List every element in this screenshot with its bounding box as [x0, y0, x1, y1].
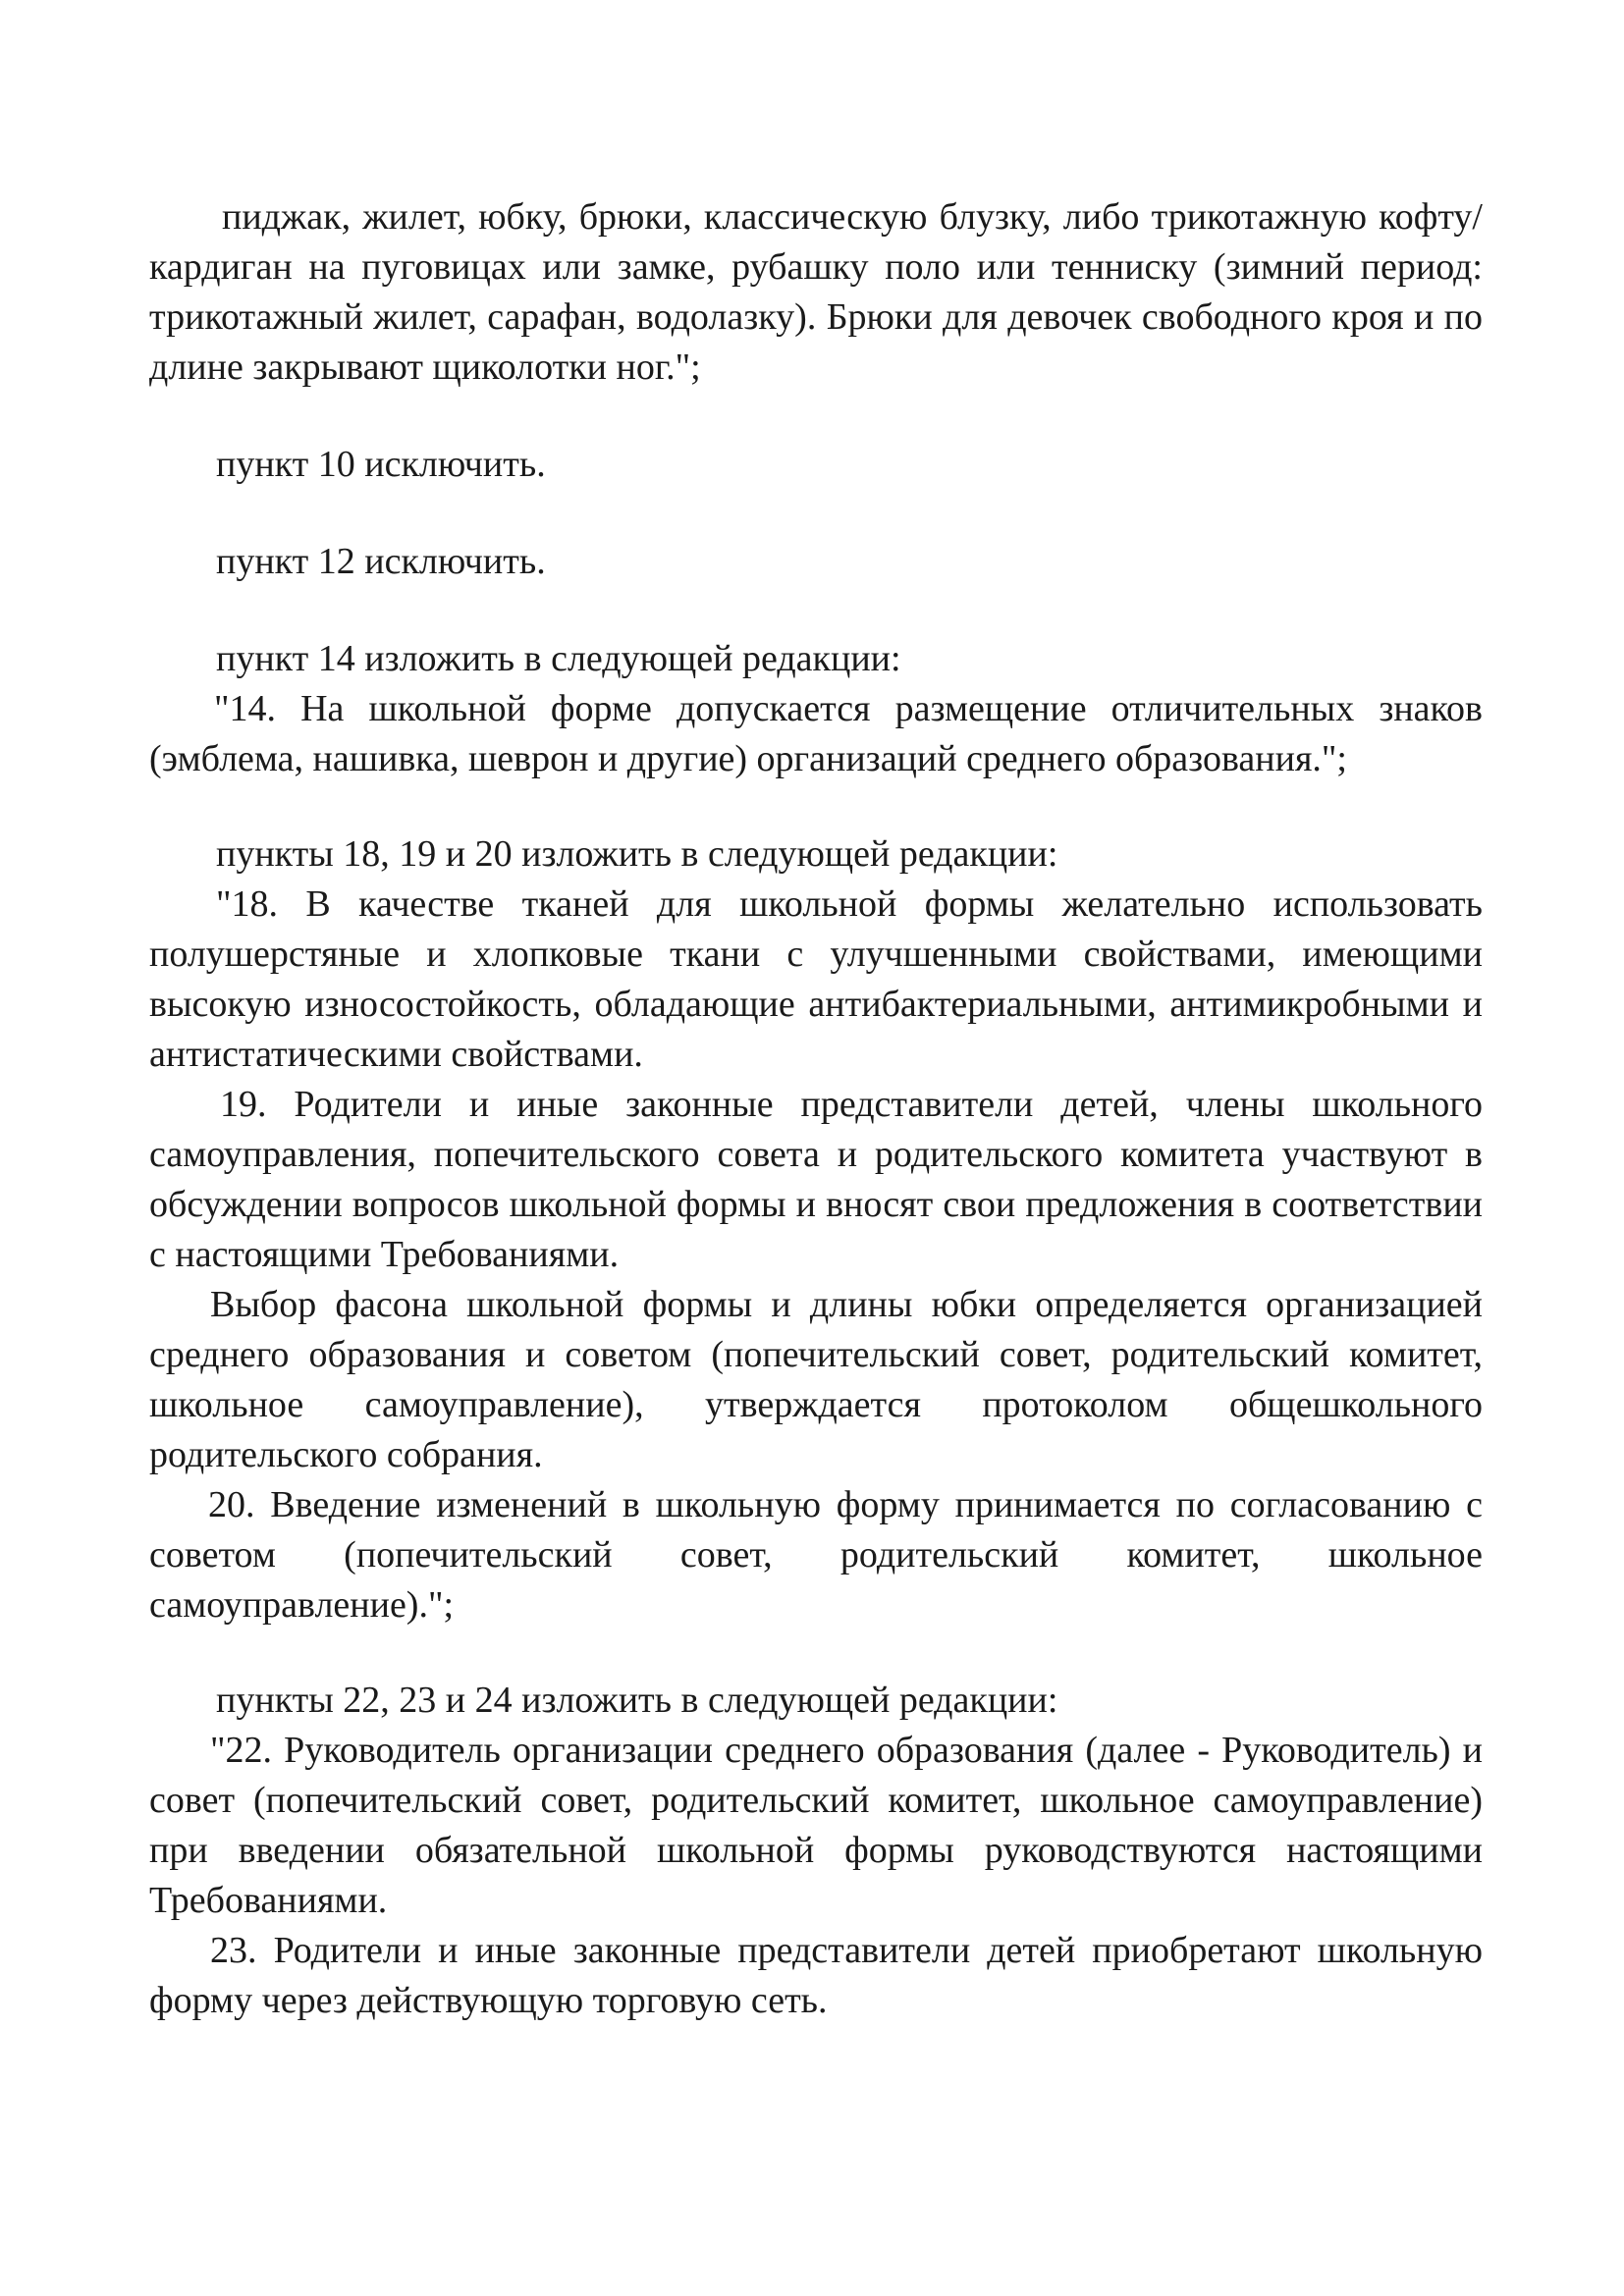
paragraph-items-18-20-intro: пункты 18, 19 и 20 изложить в следующей редакции:	[216, 833, 1058, 875]
paragraph-item-12-removal: пункт 12 исключить.	[216, 541, 546, 582]
paragraph-item-23-text: 23. Родители и иные законные представители детей приобретают школьную форму через действующую торговую сеть.	[149, 1930, 1483, 2021]
paragraph-item-14-text: "14. На школьной форме допускается размещение отличительных знаков (эмблема, нашивка, шеврон и другие) организаций среднего образования.";	[149, 688, 1483, 779]
paragraph-item-10-removal: пункт 10 исключить.	[216, 444, 546, 485]
paragraph-item-19-choice: Выбор фасона школьной формы и длины юбки определяется организацией среднего образования и советом (попечительский совет, родительский комитет, школьное самоуправление), утверждается протоколом общешкольного родительского собрания.	[149, 1284, 1483, 1475]
paragraph-item-22-text: "22. Руководитель организации среднего образования (далее - Руководитель) и совет (попечительский совет, родительский комитет, школьное самоуправление) при введении обязательной школьной формы руководствуются настоящими Требованиями.	[149, 1730, 1483, 1921]
paragraph-item-19-text: 19. Родители и иные законные представители детей, члены школьного самоуправления, попечительского совета и родительского комитета участвуют в обсуждении вопросов школьной формы и вносят свои предложения в соответствии с настоящими Требованиями.	[149, 1084, 1483, 1275]
paragraph-item-18-text: "18. В качестве тканей для школьной формы желательно использовать полушерстяные и хлопковые ткани с улучшенными свойствами, имеющими высокую износостойкость, обладающие антибактериальными, антимикробными и антистатическими свойствами.	[149, 883, 1483, 1075]
document-page	[149, 192, 1483, 2026]
paragraph-items-22-24-intro: пункты 22, 23 и 24 изложить в следующей редакции:	[216, 1680, 1058, 1721]
paragraph-item-14-intro: пункт 14 изложить в следующей редакции:	[216, 638, 901, 679]
paragraph-continuation: пиджак, жилет, юбку, брюки, классическую блузку, либо трикотажную кофту/кардиган на пуговицах или замке, рубашку поло или тенниску (зимний период: трикотажный жилет, сарафан, водолазку). Брюки для девочек свободного кроя и по длине закрывают щиколотки ног.";	[149, 196, 1483, 388]
paragraph-item-20-text: 20. Введение изменений в школьную форму принимается по согласованию с советом (попечительский совет, родительский комитет, школьное самоуправление).";	[149, 1484, 1483, 1626]
